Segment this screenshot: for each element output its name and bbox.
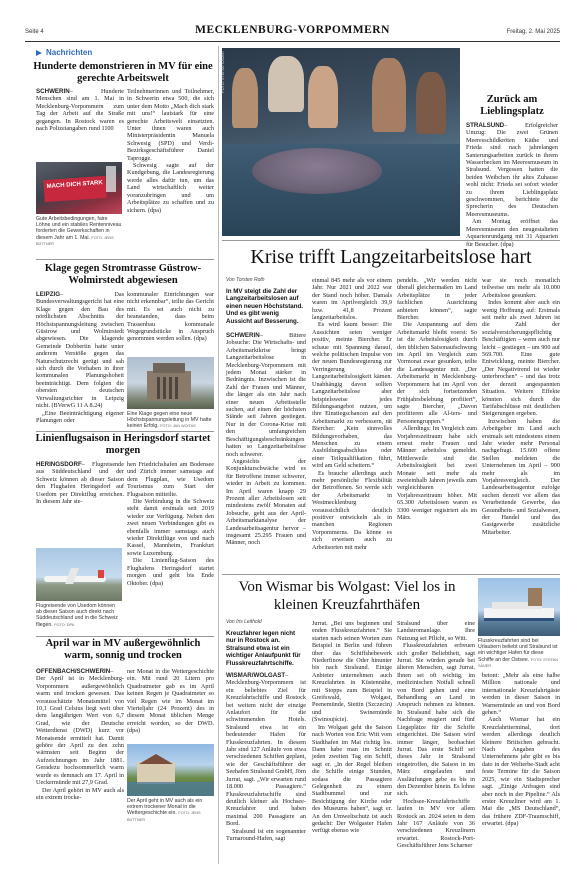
issue-date: Freitag, 2. Mai 2025 [506, 29, 560, 35]
wismar-col2: Jurrat. „Bei uns beginnen und enden Flusskreuzfahrten.“ Sie starten nach seinen Worten zum Beispiel in Berlin und führen über das Schiffshebewerk Niederfinow die Oder hinunter bis nach Stralsund. Einige Anbieter unternehmen auch Kreuzfahrten in Küstennähe, mit Stopps zum Beispiel in Greifswald, Wolgast, Peenemünde, Stettin (Szczecin) und Swinemünde (Świnoujście). Im Wolgast geht die Saison nach Worten von Eric Witt vom Stadthafen im Mai richtig los. Dann habe man im Schnitt jeden zweiten Tag ein Schiff, sagt er. „In der Regel bleiben die Schiffe einige Stunden, sodass die Passagiere Gelegenheit zu einem Stadtbummel und zur Besichtigung der Kirche oder des Museums haben“, sagt er. An den Umweltschutz ist auch gedacht: Der Wolgaster Hafen verfügt ebenso wie [312, 620, 392, 835]
april-headline: April war in MV außergewöhnlich warm, sonnig und trocken [45, 638, 201, 661]
wismar-lead: Kreuzfahrer legen nicht nur in Rostock an. Stralsund etwa ist ein wichtiger Anlaufpunkt für Flusskreuzfahrtschiffe. [226, 630, 301, 667]
lieblingsplatz-headline: Zurück am Lieblingsplatz [480, 94, 544, 117]
demo-photo [36, 162, 122, 214]
langzeit-byline: Von Torsten Roth [226, 277, 265, 283]
langzeit-lead: In MV steigt die Zahl der Langzeitarbeitslosen auf einen neuen Höchststand. Und es gibt wenig Aussicht auf Besserung. [226, 288, 304, 325]
news-bullet-icon [36, 50, 42, 56]
wismar-col4: betont: „Mehr als eine halbe Million nationale und internationale Kreuzfahrtgäste werden in dieser Saison in Warnemünde an und von Bord gehen.“ Auch Wismar hat ein Kreuzfahrtterminal, dort werden allerdings deutlich kleinere Britischen gebracht. Nach Angaben des Unternehmens jahr gibt es bis dato in der Welterbe-Stadt acht feste Termine für die Saison 2025, wie ein Stadtsprecher sagt. „Einige Anfragen sind aber noch in der Pipeline.“ Als erster Kreuzliner wird am 1. Mai die „MS Deutschland“, das frühere ZDF-Traumschiff, erwartet. (dpa) [482, 672, 560, 828]
weather-photo [127, 744, 214, 796]
stromtrasse-col1: LEIPZIG– Das Bundesverwaltungsgericht hat eine Klage gegen den Bau des nördlichsten Abschnitts der Höchstspannungsleitung zwischen Güstrow und Wolmirstedt abgewiesen. Die klagende Gemeinde Dobbertin hatte unter anderem Verstöße gegen das Naturschutzrecht gerügt und sah sich durch die Vorhaben in ihrer kommunalen Planungshoheit beeinträchtigt. Dem folgten die obersten deutschen Verwaltungsrichter in Leipzig nicht. (BVerwG 11 A 8.24) „Eine Beeinträchtigung eigener Planungen oder [36, 291, 124, 424]
wismar-col3: Stralsund über eine Landstromanlage. Ihre Nutzung sei Pflicht, so Witt. Flusskreuzfahrten erfreuen sich großer Beliebtheit, sagt Jurrat. Sie würden gerade bei älteren Menschen, sagt Jurrat. Ihnen sei oft wichtig, im medizinischen Notfall schnell von Bord gehen und eine Behandlung an Land in Anspruch nehmen zu können. In Stralsund habe sich die Nachfrage reagiert und fünf Liegeplätze für die Schiffe eingerichtet. Die Saison wird immer länger, beobachtet Jurrat. Das erste Schiff sei dieses Jahr in Stralsund eingetroffen, die Saison in im März eingelaufen und Ausläufungen gebe es bis in den Dezember hinein. Es lohne sich. Hochsee-Kreuzfahrtschiffe laufen in MV vor allem Rostock an. 2024 seien in dem Jahr 167 Anläufe von 36 verschiedenen Kreuzlinern erwartet. Rostock-Port-Geschäftsführer Jens Scharner [397, 620, 475, 850]
stromtrasse-headline: Klage gegen Stromtrasse Güstrow-Wolmirstedt abgewiesen [44, 263, 202, 286]
april-col1: OFFENBACH/SCHWERIN– Der April ist in Mecklenburg-Vorpommern außergewöhnlich warm und trocken gewesen. Das vorausschätzte Monatsmittel von 10,1 Grad Celsius liegt weit über dem langjährigen Wert von 6,7 Grad, wie der Deutsche Wetterdienst (DWD) kurz vor Monatsende ermittelt hat. Damit gehöre der April zu den zehn wärmsten seit Beginn der Aufzeichnungen im Jahr 1881. Geradezu hochsommerlich warm wurde es demnach am 17. April in Ueckermünde mit 27,9 Grad. Der April gehört in MV auch als ein extrem trocke- [36, 668, 124, 801]
langzeit-col2: einmal 845 mehr als vor einem Jahr. Nur 2021 und 2022 war der Stand noch höher. Damals waren im Aprilvergleich 39,9 bzw. 41,8 Prozent langzeitarbeitslos. Es wird kaum besser: Die Aussichten seien weniger positiv, meinte Biercher. Er schaue mit Spannung darauf, welche politischen Impulse von der neuen Bundesregierung zur Verringerung der Langzeitarbeitslosigkeit kämen. Unabhängig davon sollten Langzeitarbeitslose aber beispielsweise jedes Bildungsangebot nutzen, um ihre Einstiegschancen auf den Arbeitsmarkt zu verbessern, rät Biercher: „Kein sinnvolles Bildungsvorhaben, das Menschen zu einem Ausbildungsabschluss oder einer Teilqualifikation führt, wird am Geld scheitern.“ Es brauche allerdings auch mehr persönliche Flexibilität der Betroffenen. So werde sich der Arbeitsmarkt in Westmecklenburg voraussichtlich deutlich positiver entwickeln als in manchen Regionen Vorpommerns. Da könne es sich erweisen auch zu Arbeitsorten mit mehr [312, 277, 392, 551]
demo-banner: MACH DICH STARK [43, 176, 106, 202]
masthead [25, 20, 560, 40]
langzeit-col3: pendeln. „Wir werden nicht überall gleichermaßen im Land Arbeitsplätze in jeder fachlichen Ausrichtung anbieten können“, sagte Biercher. Die Anspannung auf dem Arbeitsmarkt bleibt voerst: So ist die Arbeitslosigkeit durch den üblichen Saisonaufschwung im April im Vergleich zum Vormonat zwar gesunken, teilte die Landesagentur mit. „Der Arbeitsmarkt in Mecklenburg-Vorpommern hat im April von der sich fortsetzenden Frühjahrsbelebung profitiert“, sagte Biercher, „Davon profitieren alle Al-ters- und Personengruppen.“ Allerdings: Im Vergleich zum Vorjahreszeitraum habe sich erneut mehr Frauen und Männer arbeitslos gemeldet. Mittlerweile sind die Arbeitslosigkeit bei zwei Monate seit mehr als zweieinhalb Jahren jeweils zum vergleichbaren Vorjahreszeitraum höher. Mit 65.300 Arbeitslosen waren es 3300 weniger registriert als im März. [397, 277, 477, 521]
airport-photo [36, 548, 122, 601]
wismar-byline: Von Iris Leithold [226, 619, 262, 625]
langzeit-col1: SCHWERIN– Bittere Jobsuche: Die Wirtschafts- und Arbeitsmarktkrise bringt Langzeitarbeitslose in Mecklenburg-Vorpommern mit jedem Monat stärker in Bedrängnis. Inzwischen ist die Zahl der Frauen und Männer, die länger als ein Jahr nach einer neuen Arbeitsstelle suchen, auf einen der höchsten Stände seit Jahren gestiegen. Nur in der Corona-Krise mit den umfangreichen Beschäftigungsbeschränkungen hatten so Langzeitarbeitslose noch schwerer. Angesichts der Konjunkturschwäche wird es für Betroffene immer schwerer, wieder in Arbeit zu kommen. Im April waren knapp 29 Prozent aller Arbeitslosen seit mindestens zwölf Monaten auf Jobsuche, geht aus der April-Arbeitsmarktanalyse der Landesarbeitsagentur hervor – insgesamt 25.295 Frauen und Männer, noch [226, 332, 306, 547]
nachrichten-col1: SCHWERIN– Hunderte Menschen sind am 1. Mai in Mecklenburg-Vorpommern zum Tag der Arbeit auf die Straße gegangen. In Rostock waren es nach Polizeiangaben rund 1100 [36, 88, 124, 133]
lieblingsplatz-text: STRALSUND– Erfolgreicher Umzug: Die zwei Grünen Meeresschildkröten Käthe und Frieda sind nach jahrelangen Sanierungsarbeiten zurück in ihrem Wasserbecken im Meeresmuseum in Stralsund. Vergessen hatten die beiden Weibchen ihr altes Zuhause wohl nicht: Frieda sei sofort wieder zu ihrem Lieblingsplatz geschwommen, berichtete die Sprecherin des Deutschen Meeresmuseums. Am Montag eröffnet das Meeresmuseum den neugestalteten Aquarienrundgang mit 31 Aquarien für Besucher. (dpa) [466, 122, 558, 248]
airport-caption: Flugreisende von Usedom können ab dieser Saison auch direkt nach Süddeutschland und in die Schweiz fliegen. FOTO: DPA [36, 603, 118, 628]
turtle-photo [222, 48, 460, 236]
demo-photo-caption: Gute Arbeitsbedingungen, faire Löhne und ein stabiles Rentenniveau forderten die Gewerkschaften in diesem Jahr am 1. Mai. FOTO: JENS BÜTTNER [36, 216, 122, 246]
langzeit-col4: war sie noch monatlich teilweise um mehr als 10.000 Arbeitslose gesunken. Indes kommt aber auch ein wenig Hoffnung auf: Erstmals seit mehr als zwei Jahren ist die Zahl der sozialversicherungspflichtig Beschäftigten – wenn auch nur leicht – gestiegen – um 900 auf 569.700. Eine gute Entwicklung, meinte Biercher. „Der Negativtrend ist wieder unterbrochen“ – und das trotz der derzeit angespannten Situation. Weitere Effekte könnten sich durch die Tarifabschlüsse mit deutlichen Steigerungen ergeben. Inzwischen haben die Arbeitgeber im Land auch erstmals seit mindestens einem Jahr wieder mehr Personal nachgefragt. 15.600 offene Stellen meldeten die Unternehmen im April – 900 mehr als im Vorjahresvergleich. Der Landesarbeitsagentur zufolge suchen derzeit vor allem das Verarbeitende Gewerbe, das Gesundheits- und Sozialwesen, der Handel und das Gastgewerbe zusätzliche Mitarbeiter. [482, 277, 560, 536]
section-title: MECKLENBURG-VORPOMMERN [195, 24, 390, 36]
turtle-photo-credit: FOTO: STEFAN SAUER [220, 51, 225, 93]
nachrichten-col2: Teilnehmerinnen und Teilnehmer, in Schwerin etwa 500, die sich unter dem Motto „Mach dich stark mit uns!“ lautstark für eine gerechte Arbeitswelt einsetzten. Unter ihnen waren auch Ministerpräsidentin Manuela Schwesig (SPD) und Verdi-Bezirksgeschäftsführer Daniel Taprogge. Schwesig sagte auf der Kundgebung, die Landesregierung werde alles dafür tun, um das Land wirtschaftlich weiter voranzubringen und um Arbeitsplätze zu schaffen und zu sichern. (dpa) [127, 88, 214, 214]
nachrichten-headline: Hunderte demonstrieren in MV für eine gerechte Arbeitswelt [33, 61, 213, 84]
powerline-photo [127, 357, 214, 409]
linienflug-headline: Linienflugsaison in Heringsdorf startet morgen [35, 433, 211, 456]
linienflug-col2: hen Friedrichshafen am Bodensee und Zürich immer samstags auf dem Flugplan, wie Usedom Tourismus zum Start der Flugsaison mitteilte. Die Verbindung in die Schweiz steht damit erstmals seit 2019 wieder zur Verfügung. Neben den zwei neuen Verbindungen gibt es ebenfalls immer samstags auch wieder Direktflüge von und nach Kassel, Mannheim, Frankfurt sowie Luxemburg. Die Linienflug-Saison des Flughafens Heringsdorf startet morgen und geht bis Ende Oktober. (dpa) [127, 461, 214, 587]
weather-caption: Der April geht in MV auch als ein extrem trockener Monat in die Wettergeschichte ein. FOTO: JENS BÜTTNER [127, 798, 203, 822]
powerline-caption: Eine Klage gegen eine neue Höchstspannungsleitung in MV hatte keinen Erfolg. FOTO: JAN WOITAS [127, 411, 212, 430]
stromtrasse-col2: kommunaler Einrichtungen war nicht erkennbar“, teilte das Gericht mit. Es sei auch nicht zu beanstanden, dass beim Trassenbau kommunale Wegegrundstücke in Anspruch genommen werden sollen. (dpa) [127, 291, 214, 343]
wismar-col1: WISMAR/WOLGAST– Mecklenburg-Vorpommern ist ein beliebtes Ziel für Kreuzfahrtschiffe und Rostock bei weitem nicht der einzige Anlaufort für die schwimmenden Hotels. Stralsund etwa ist ein bedeutender Hafen für Flusskreuzfahrten. In diesem Jahr sind 127 Anläufe von etwa verschiedenen Schiffen geplant, wie der Geschäftsführer der Seehafen Stralsund GmbH, Jörn Jurrat, sagt. „Wir erwarten rund 18.000 Passagiere.“ Flusskreuzfahrtschiffe sind deutlich kleiner als Hochsee-Kreuzfahrer und haben maximal 200 Passagiere an Bord. Stralsund ist ein sogenannter Turnaround-Hafen, sagt [226, 672, 306, 842]
page-number: Seite 4 [25, 29, 44, 35]
april-col2: ner Monat in die Wettergeschichte ein. Mit rund 20 Litern pro Quadratmeter gab es im April keinen Regen je Quadratmeter so viel Regen wie im Monat im Vierteljahr (24 Prozent) des in diesem Monat üblichen Menge erreicht worden, so der DWD. (dpa) [127, 668, 214, 735]
cruise-caption: Flusskreuzfahrten sind bei Urlaubern beliebt und Stralsund ist ein wichtiger Hafen für diese Schiffe an der Ostsee. FOTO: STEFAN SAUER [478, 638, 559, 668]
cruise-photo [478, 578, 560, 636]
wismar-headline: Von Wismar bis Wolgast: Viel los in kleinen Kreuzfahrthäfen [238, 579, 456, 613]
linienflug-col1: HERINGSDORF– Flugreisende aus Süddeutschland und der Schweiz können ab dieser Saison den Flughafen Heringsdorf auf Usedom per Direktflug erreichen. In diesem Jahr ste- [36, 461, 124, 506]
langzeit-headline: Krise trifft Langzeitarbeitslose hart [250, 246, 532, 268]
nachrichten-label: Nachrichten [36, 48, 214, 58]
turtle-shape [252, 148, 382, 194]
